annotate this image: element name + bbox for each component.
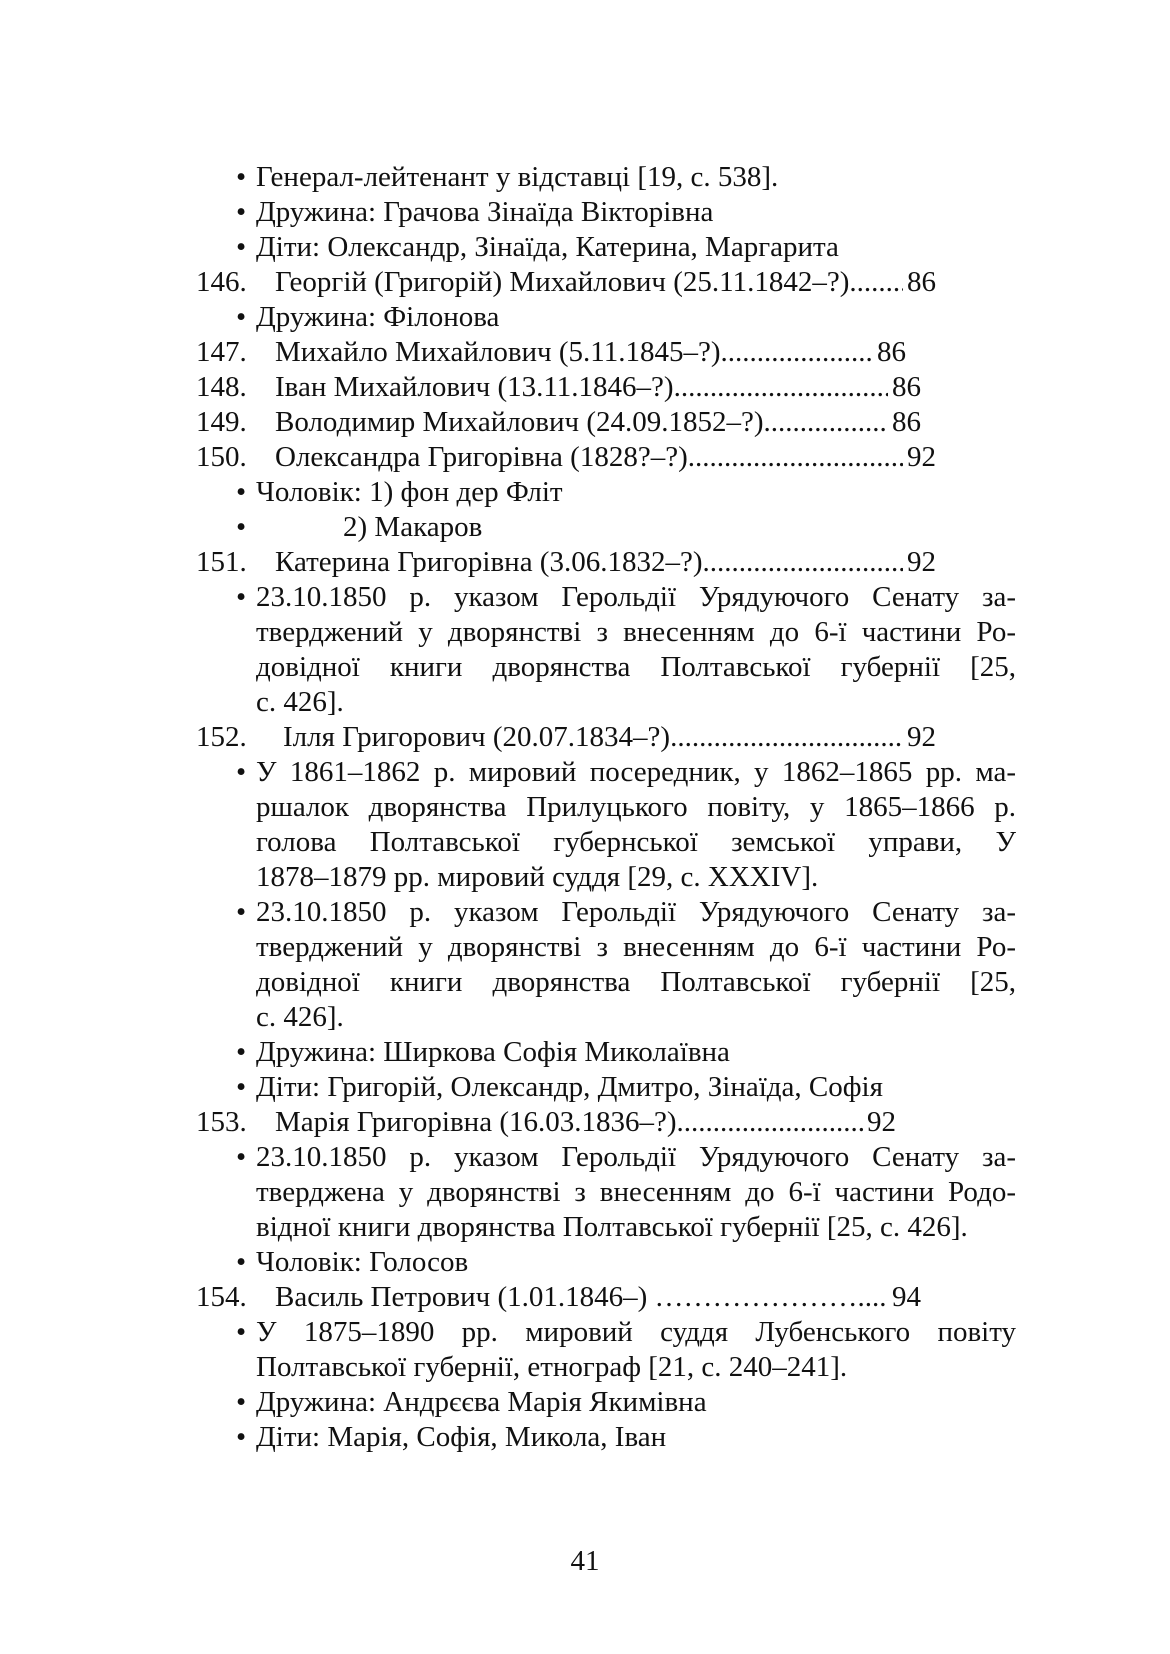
person-entry [196, 720, 936, 755]
bullet-icon: • [236, 1421, 247, 1453]
bullet-icon: • [236, 581, 247, 613]
bullet-item [196, 475, 1016, 510]
bullet-icon: • [236, 896, 247, 928]
bullet-icon: • [236, 1246, 247, 1278]
entry-name: Марія Григорівна (16.03.1836–?) [275, 1106, 677, 1138]
bullet-text-line: ршалок дворянства Прилуцького повіту, у 1865–1866 р. [256, 791, 1016, 823]
bullet-text: Діти: Григорій, Олександр, Дмитро, Зінаїда, Софія [256, 1071, 883, 1103]
entry-name: Іван Михайлович (13.11.1846–?) [275, 371, 674, 403]
bullet-text-line: довідної книги дворянства Полтавської губернії [25, [256, 966, 1016, 998]
bullet-item [196, 1140, 1016, 1245]
entry-number: 152. [196, 721, 247, 753]
bullet-text-line: 1878–1879 рр. мировий суддя [29, с. XXXIV]. [256, 861, 819, 893]
entry-page-ref: 92 [867, 1106, 896, 1138]
bullet-text: 2) Макаров [256, 511, 483, 543]
bullet-text: Дружина: Андрєєва Марія Якимівна [256, 1386, 707, 1418]
leader-dots [764, 405, 888, 440]
leader-dots [703, 545, 904, 580]
person-entry [196, 545, 936, 580]
entry-page-ref: 86 [892, 406, 921, 438]
entry-name: Михайло Михайлович (5.11.1845–?) [275, 336, 721, 368]
bullet-text-line: тверджена у дворянстві з внесенням до 6-ї частини Родо- [256, 1176, 1016, 1208]
bullet-text-line: тверджений у дворянстві з внесенням до 6-ї частини Ро- [256, 931, 1016, 963]
bullet-icon: • [236, 1141, 247, 1173]
bullet-icon: • [236, 301, 247, 333]
bullet-icon: • [236, 1071, 247, 1103]
bullet-item [196, 755, 1016, 895]
entry-number: 153. [196, 1106, 247, 1138]
bullet-text-line: 23.10.1850 р. указом Герольдії Урядуючого Сенату за- [256, 896, 1016, 928]
bullet-icon: • [236, 1386, 247, 1418]
entry-number: 147. [196, 336, 247, 368]
bullet-text-line: 23.10.1850 р. указом Герольдії Урядуючого Сенату за- [256, 581, 1016, 613]
entry-number: 149. [196, 406, 247, 438]
entry-page-ref: 92 [907, 721, 936, 753]
bullet-item [196, 1070, 1016, 1105]
entry-number: 154. [196, 1281, 247, 1313]
bullet-text-line: с. 426]. [256, 1001, 344, 1033]
bullet-item [196, 580, 1016, 720]
entry-page-ref: 86 [877, 336, 906, 368]
bullet-text-line: У 1861–1862 р. мировий посередник, у 1862–1865 рр. ма- [256, 756, 1016, 788]
entry-page-ref: 92 [907, 441, 936, 473]
page-number: 41 [570, 1545, 600, 1577]
entry-page-ref: 86 [892, 371, 921, 403]
entry-number: 151. [196, 546, 247, 578]
entry-name: Олександра Григорівна (1828?–?) [275, 441, 688, 473]
bullet-icon: • [236, 196, 247, 228]
bullet-text-line: Полтавської губернії, етнограф [21, с. 240–241]. [256, 1351, 848, 1383]
bullet-text-line: 23.10.1850 р. указом Герольдії Урядуючого Сенату за- [256, 1141, 1016, 1173]
bullet-item [196, 510, 1016, 545]
leader-dots [849, 265, 903, 300]
bullet-item [196, 160, 1016, 195]
person-entry [196, 440, 936, 475]
leader-dots [720, 335, 873, 370]
bullet-icon: • [236, 511, 247, 543]
entry-name: Василь Петрович (1.01.1846–) ………………….... [275, 1281, 887, 1313]
person-entry [196, 1105, 896, 1140]
bullet-item [196, 1315, 1016, 1385]
bullet-icon: • [236, 161, 247, 193]
bullet-text: Дружина: Ширкова Софія Миколаївна [256, 1036, 730, 1068]
leader-dots [670, 720, 903, 755]
bullet-text: Генерал-лейтенант у відставці [19, с. 538]. [256, 161, 779, 193]
person-entry [196, 370, 921, 405]
bullet-item [196, 1245, 1016, 1280]
entry-page-ref: 94 [892, 1281, 921, 1313]
bullet-item [196, 895, 1016, 1035]
leader-dots [674, 370, 888, 405]
bullet-text: Діти: Марія, Софія, Микола, Іван [256, 1421, 667, 1453]
person-entry [196, 1280, 921, 1315]
leader-dots [677, 1105, 863, 1140]
bullet-text: Чоловік: 1) фон дер Фліт [256, 476, 563, 508]
person-entry [196, 405, 921, 440]
entry-name: Катерина Григорівна (3.06.1832–?) [275, 546, 703, 578]
bullet-item [196, 1035, 1016, 1070]
person-entry [196, 265, 936, 300]
bullet-text: Дружина: Філонова [256, 301, 500, 333]
leader-dots [688, 440, 903, 475]
bullet-text: Діти: Олександр, Зінаїда, Катерина, Маргарита [256, 231, 839, 263]
bullet-item [196, 195, 1016, 230]
bullet-icon: • [236, 476, 247, 508]
bullet-text-line: с. 426]. [256, 686, 344, 718]
entry-number: 148. [196, 371, 247, 403]
bullet-icon: • [236, 231, 247, 263]
entry-number: 146. [196, 266, 247, 298]
bullet-text-line: голова Полтавської губернської земської управи, У [256, 826, 1016, 858]
entry-name: Ілля Григорович (20.07.1834–?) [283, 721, 671, 753]
entry-page-ref: 86 [907, 266, 936, 298]
bullet-text-line: відної книги дворянства Полтавської губернії [25, с. 426]. [256, 1211, 968, 1243]
person-entry [196, 335, 906, 370]
entry-number: 150. [196, 441, 247, 473]
entry-name: Володимир Михайлович (24.09.1852–?) [275, 406, 764, 438]
bullet-text-line: довідної книги дворянства Полтавської губернії [25, [256, 651, 1016, 683]
bullet-text: Дружина: Грачова Зінаїда Вікторівна [256, 196, 714, 228]
bullet-icon: • [236, 756, 247, 788]
bullet-text: Чоловік: Голосов [256, 1246, 469, 1278]
bullet-item [196, 300, 1016, 335]
bullet-icon: • [236, 1036, 247, 1068]
bullet-item [196, 1385, 1016, 1420]
bullet-icon: • [236, 1316, 247, 1348]
bullet-item [196, 230, 1016, 265]
bullet-item [196, 1420, 1016, 1455]
bullet-text-line: У 1875–1890 рр. мировий суддя Лубенського повіту [256, 1316, 1016, 1348]
genealogy-list [196, 160, 1016, 1455]
entry-page-ref: 92 [907, 546, 936, 578]
entry-name: Георгій (Григорій) Михайлович (25.11.1842–?) [275, 266, 850, 298]
bullet-text-line: тверджений у дворянстві з внесенням до 6-ї частини Ро- [256, 616, 1016, 648]
